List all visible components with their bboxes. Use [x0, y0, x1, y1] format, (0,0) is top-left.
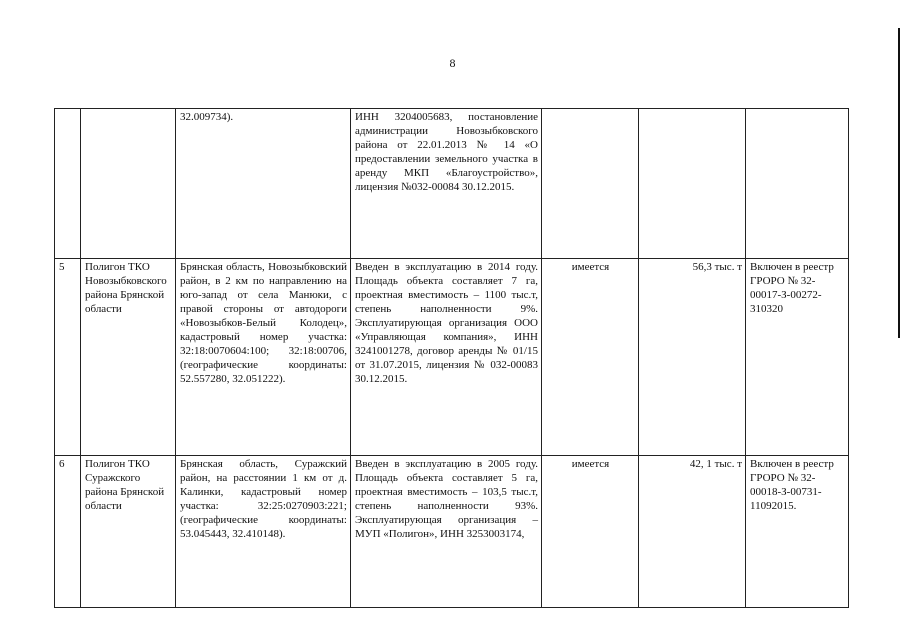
cell-object-name	[81, 109, 176, 259]
cell-volume: 56,3 тыс. т	[639, 259, 746, 456]
cell-number	[55, 109, 81, 259]
cell-availability: имеется	[542, 456, 639, 608]
cell-registry: Включен в реестр ГРОРО № 32-00017-З-00272-310320	[746, 259, 849, 456]
cell-location: Брянская область, Суражский район, на расстоянии 1 км от д. Калинки, кадастровый номер участка: 32:25:0270903:221; (географические координаты: 53.045443, 32.410148).	[176, 456, 351, 608]
cell-registry	[746, 109, 849, 259]
scan-edge-line	[898, 28, 900, 338]
table-row	[55, 456, 849, 608]
table-row	[55, 109, 849, 259]
cell-object-name: Полигон ТКО Суражского района Брянской области	[81, 456, 176, 608]
cell-description: ИНН 3204005683, постановление администрации Новозыбковского района от 22.01.2013 № 14 «О предоставлении земельного участка в аренду МКП «Благоустройство», лицензия №032-00084 30.12.2015.	[351, 109, 542, 259]
cell-location: 32.009734).	[176, 109, 351, 259]
cell-volume: 42, 1 тыс. т	[639, 456, 746, 608]
cell-description: Введен в эксплуатацию в 2005 году. Площадь объекта составляет 5 га, проектная вместимость – 103,5 тыс.т, степень наполненности 93%. Эксплуатирующая организация – МУП «Полигон», ИНН 3253003174,	[351, 456, 542, 608]
landfill-registry-table	[54, 108, 849, 608]
cell-description: Введен в эксплуатацию в 2014 году. Площадь объекта составляет 7 га, проектная вместимость – 1100 тыс.т, степень наполненности 9%. Эксплуатирующая организация ООО «Управляющая компания», ИНН 3241001278, договор аренды № 01/15 от 31.07.2015, лицензия № 032-00083 30.12.2015.	[351, 259, 542, 456]
cell-number: 5	[55, 259, 81, 456]
cell-location: Брянская область, Новозыбковский район, в 2 км по направлению на юго-запад от села Манюки, с правой стороны от автодороги «Новозыбков-Белый Колодец», кадастровый номер участка: 32:18:0070604:100; 32:18:00706, (географические координаты: 52.557280, 32.051222).	[176, 259, 351, 456]
page-number: 8	[449, 56, 456, 70]
cell-volume	[639, 109, 746, 259]
cell-availability	[542, 109, 639, 259]
cell-object-name: Полигон ТКО Новозыбковского района Брянской области	[81, 259, 176, 456]
cell-number: 6	[55, 456, 81, 608]
cell-availability: имеется	[542, 259, 639, 456]
table-row	[55, 259, 849, 456]
cell-registry: Включен в реестр ГРОРО № 32-00018-З-00731-11092015.	[746, 456, 849, 608]
